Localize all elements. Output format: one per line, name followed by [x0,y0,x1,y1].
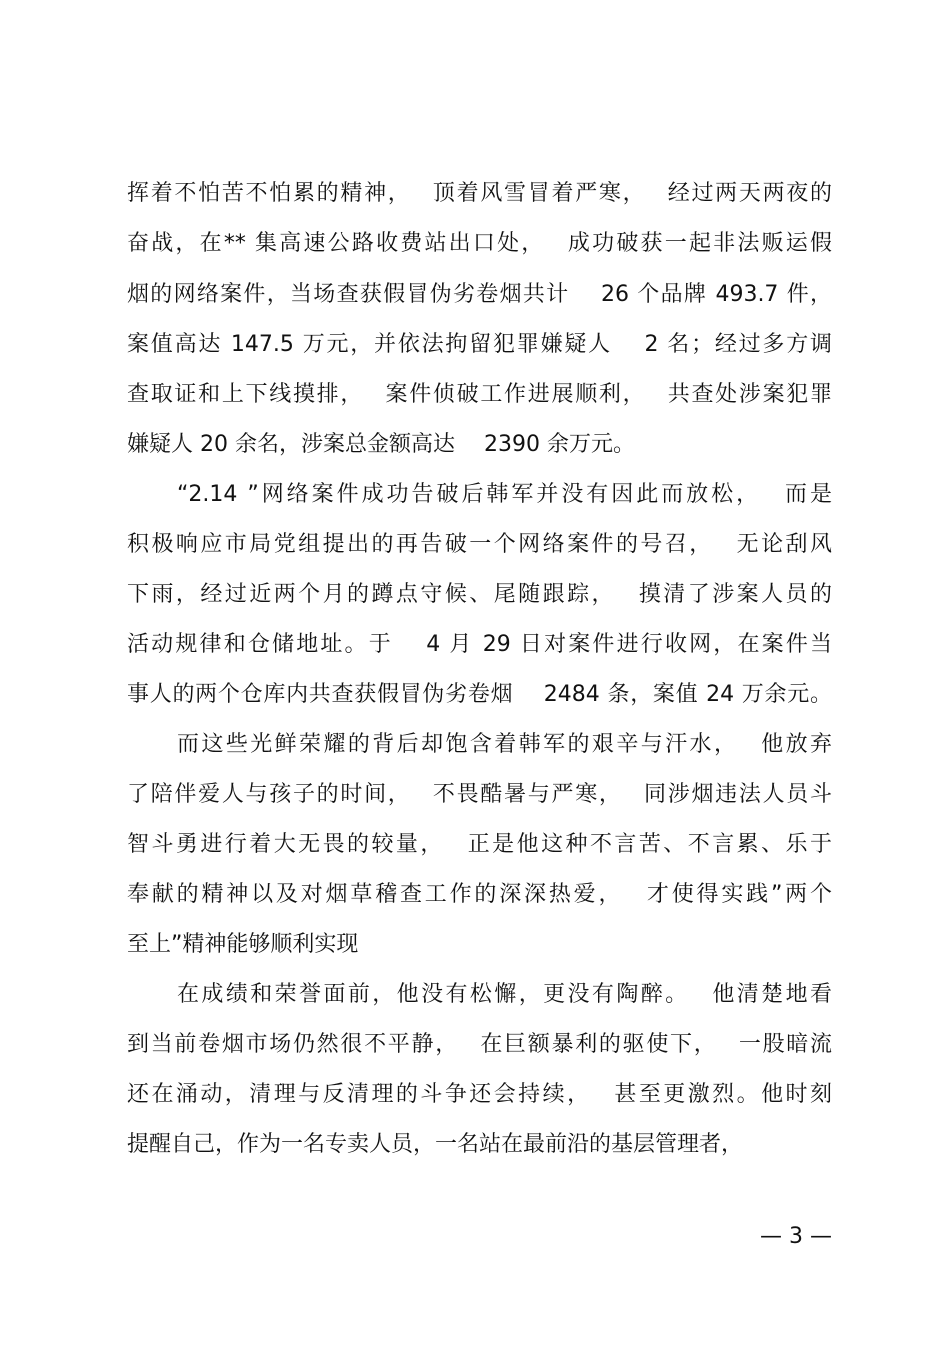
text-line: 烟的网络案件，当场查获假冒伪劣卷烟共计 26 个品牌 493.7 件， [127,282,832,307]
paragraph-first-line: 而这些光鲜荣耀的背后却饱含着韩军的艰辛与汗水， 他放弃 [177,732,832,757]
text-line: 嫌疑人 20 余名，涉案总金额高达 2390 余万元。 [127,432,635,457]
text-line: 还在涌动，清理与反清理的斗争还会持续， 甚至更激烈。他时刻 [127,1082,832,1107]
text-line: 了陪伴爱人与孩子的时间， 不畏酷暑与严寒， 同涉烟违法人员斗 [127,782,832,807]
text-line: 案值高达 147.5 万元，并依法拘留犯罪嫌疑人 2 名；经过多方调 [127,332,832,357]
text-line: 积极响应市局党组提出的再告破一个网络案件的号召， 无论刮风 [127,532,832,557]
text-line: 活动规律和仓储地址。于 4 月 29 日对案件进行收网，在案件当 [127,632,832,657]
text-line: 到当前卷烟市场仍然很不平静， 在巨额暴利的驱使下， 一股暗流 [127,1032,832,1057]
text-line: 查取证和上下线摸排， 案件侦破工作进展顺利， 共查处涉案犯罪 [127,382,832,407]
text-line: 奋战，在** 集高速公路收费站出口处， 成功破获一起非法贩运假 [127,231,832,256]
text-line: 至上”精神能够顺利实现 [127,932,359,957]
paragraph-first-line: “2.14 ”网络案件成功告破后韩军并没有因此而放松， 而是 [177,482,832,507]
text-line: 挥着不怕苦不怕累的精神， 顶着风雪冒着严寒， 经过两天两夜的 [127,181,832,206]
text-line: 事人的两个仓库内共查获假冒伪劣卷烟 2484 条，案值 24 万余元。 [127,682,832,707]
text-line: 智斗勇进行着大无畏的较量， 正是他这种不言苦、不言累、乐于 [127,832,832,857]
text-line: 提醒自己，作为一名专卖人员，一名站在最前沿的基层管理者， [127,1132,744,1157]
text-line: 奉献的精神以及对烟草稽查工作的深深热爱， 才使得实践”两个 [127,882,832,907]
page-number: — 3 — [760,1224,832,1249]
text-line: 下雨，经过近两个月的蹲点守候、尾随跟踪， 摸清了涉案人员的 [127,582,832,607]
paragraph-first-line: 在成绩和荣誉面前，他没有松懈，更没有陶醉。 他清楚地看 [177,982,832,1007]
